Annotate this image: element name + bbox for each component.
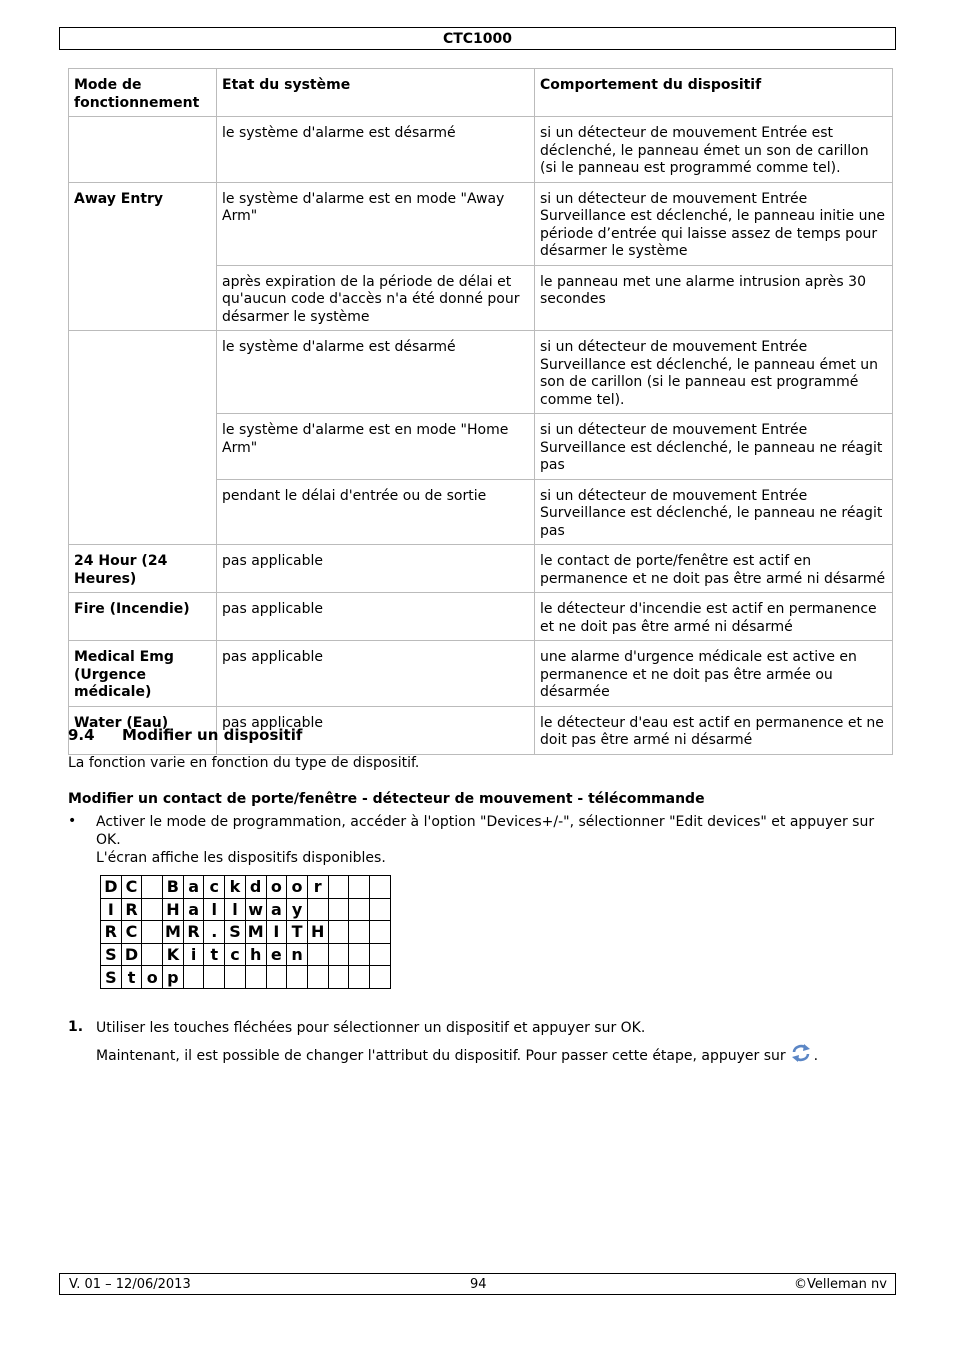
table-row — [69, 331, 893, 414]
lcd-cell: d — [245, 876, 266, 899]
mode-cell: Water (Eau) — [69, 706, 217, 754]
lcd-row — [101, 943, 391, 966]
lcd-cell: n — [287, 943, 308, 966]
lcd-cell — [328, 876, 349, 899]
lcd-cell: i — [183, 943, 204, 966]
section-intro: La fonction varie en fonction du type de dispositif. — [68, 755, 420, 771]
lcd-cell: o — [266, 876, 287, 899]
lcd-cell — [225, 966, 246, 989]
lcd-cell — [349, 943, 370, 966]
lcd-cell: C — [121, 921, 142, 944]
lcd-cell: a — [183, 898, 204, 921]
lcd-cell — [349, 921, 370, 944]
mode-cell: Away Entry — [69, 182, 217, 331]
lcd-cell: r — [307, 876, 328, 899]
behavior-cell: si un détecteur de mouvement Entrée Surveillance est déclenché, le panneau ne réagit pas — [535, 414, 893, 480]
table-row — [69, 182, 893, 265]
lcd-cell — [142, 921, 163, 944]
lcd-cell: k — [225, 876, 246, 899]
section-number: 9.4 — [68, 726, 95, 744]
lcd-cell — [369, 876, 390, 899]
table-header-row — [69, 69, 893, 117]
lcd-cell: l — [225, 898, 246, 921]
lcd-cell: M — [245, 921, 266, 944]
page-header: CTC1000 — [59, 27, 896, 50]
state-cell: le système d'alarme est en mode "Home Arm" — [217, 414, 535, 480]
table-row — [69, 545, 893, 593]
state-cell: pas applicable — [217, 706, 535, 754]
lcd-cell: B — [163, 876, 184, 899]
lcd-cell — [369, 943, 390, 966]
lcd-cell: H — [163, 898, 184, 921]
lcd-cell — [245, 966, 266, 989]
lcd-cell — [369, 921, 390, 944]
page-footer — [59, 1273, 896, 1295]
behavior-cell: le détecteur d'eau est actif en permanence et ne doit pas être armé ni désarmé — [535, 706, 893, 754]
lcd-cell: K — [163, 943, 184, 966]
lcd-cell — [307, 966, 328, 989]
lcd-cell: R — [101, 921, 122, 944]
lcd-row — [101, 898, 391, 921]
lcd-cell: T — [287, 921, 308, 944]
lcd-cell — [307, 943, 328, 966]
lcd-row — [101, 966, 391, 989]
subheading: Modifier un contact de porte/fenêtre - détecteur de mouvement - télécommande — [68, 791, 705, 807]
lcd-cell: p — [163, 966, 184, 989]
lcd-cell: R — [183, 921, 204, 944]
behavior-cell: une alarme d'urgence médicale est active en permanence et ne doit pas être armée ou désarmée — [535, 641, 893, 707]
lcd-cell: w — [245, 898, 266, 921]
behavior-cell: si un détecteur de mouvement Entrée Surveillance est déclenché, le panneau initie une période d’entrée qui laisse assez de temps pour désarmer le système — [535, 182, 893, 265]
lcd-display-grid — [100, 875, 391, 989]
lcd-cell — [369, 898, 390, 921]
lcd-cell: S — [101, 966, 122, 989]
lcd-cell: S — [101, 943, 122, 966]
lcd-cell: a — [266, 898, 287, 921]
lcd-cell — [204, 966, 225, 989]
state-cell: pas applicable — [217, 545, 535, 593]
step-text-before-icon: Maintenant, il est possible de changer l'attribut du dispositif. Pour passer cette étape, appuyer sur — [96, 1048, 786, 1064]
state-cell: pas applicable — [217, 641, 535, 707]
lcd-cell — [142, 876, 163, 899]
mode-cell — [69, 117, 217, 183]
lcd-cell — [369, 966, 390, 989]
table-row — [69, 641, 893, 707]
lcd-cell — [349, 898, 370, 921]
footer-page-number: 94 — [470, 1277, 487, 1292]
refresh-icon — [790, 1044, 812, 1066]
lcd-cell: c — [225, 943, 246, 966]
bullet-marker: • — [68, 813, 77, 829]
lcd-cell — [266, 966, 287, 989]
lcd-cell: H — [307, 921, 328, 944]
mode-cell: Medical Emg (Urgence médicale) — [69, 641, 217, 707]
state-cell: pas applicable — [217, 593, 535, 641]
lcd-cell: l — [204, 898, 225, 921]
lcd-cell: S — [225, 921, 246, 944]
mode-cell: Fire (Incendie) — [69, 593, 217, 641]
step-text-continued — [96, 1044, 818, 1066]
lcd-cell: C — [121, 876, 142, 899]
lcd-cell: c — [204, 876, 225, 899]
lcd-cell: I — [101, 898, 122, 921]
lcd-cell: a — [183, 876, 204, 899]
lcd-cell — [349, 876, 370, 899]
lcd-cell: R — [121, 898, 142, 921]
behavior-cell: si un détecteur de mouvement Entrée Surveillance est déclenché, le panneau ne réagit pas — [535, 479, 893, 545]
lcd-cell: I — [266, 921, 287, 944]
bullet-line: L'écran affiche les dispositifs disponibles. — [96, 850, 386, 866]
lcd-cell — [142, 898, 163, 921]
lcd-cell: . — [204, 921, 225, 944]
device-behavior-table — [68, 68, 893, 755]
state-cell: le système d'alarme est désarmé — [217, 117, 535, 183]
lcd-cell: y — [287, 898, 308, 921]
table-header-cell: Mode de fonctionnement — [69, 69, 217, 117]
lcd-cell: M — [163, 921, 184, 944]
mode-cell — [69, 331, 217, 545]
footer-copyright: ©Velleman nv — [793, 1277, 887, 1292]
lcd-cell — [328, 966, 349, 989]
state-cell: pendant le délai d'entrée ou de sortie — [217, 479, 535, 545]
lcd-cell — [328, 943, 349, 966]
lcd-cell: e — [266, 943, 287, 966]
lcd-cell — [142, 943, 163, 966]
lcd-cell — [287, 966, 308, 989]
step-number: 1. — [68, 1019, 84, 1035]
lcd-cell: D — [101, 876, 122, 899]
behavior-cell: le panneau met une alarme intrusion après 30 secondes — [535, 265, 893, 331]
lcd-row — [101, 921, 391, 944]
mode-cell: 24 Hour (24 Heures) — [69, 545, 217, 593]
state-cell: après expiration de la période de délai et qu'aucun code d'accès n'a été donné pour désarmer le système — [217, 265, 535, 331]
table-row — [69, 117, 893, 183]
lcd-cell: t — [121, 966, 142, 989]
step-text-after-icon: . — [813, 1048, 819, 1064]
lcd-cell — [307, 898, 328, 921]
lcd-cell — [328, 921, 349, 944]
step-text: Utiliser les touches fléchées pour sélectionner un dispositif et appuyer sur OK. — [96, 1020, 646, 1036]
bullet-item — [96, 813, 891, 867]
table-header-cell: Etat du système — [217, 69, 535, 117]
section-title: Modifier un dispositif — [122, 726, 303, 744]
lcd-cell — [183, 966, 204, 989]
lcd-row — [101, 876, 391, 899]
state-cell: le système d'alarme est en mode "Away Arm" — [217, 182, 535, 265]
table-header-cell: Comportement du dispositif — [535, 69, 893, 117]
lcd-cell: t — [204, 943, 225, 966]
lcd-cell: D — [121, 943, 142, 966]
table-row — [69, 593, 893, 641]
lcd-cell: o — [287, 876, 308, 899]
lcd-cell — [328, 898, 349, 921]
lcd-cell — [349, 966, 370, 989]
state-cell: le système d'alarme est désarmé — [217, 331, 535, 414]
footer-version: V. 01 – 12/06/2013 — [69, 1277, 191, 1292]
behavior-cell: le détecteur d'incendie est actif en permanence et ne doit pas être armé ni désarmé — [535, 593, 893, 641]
behavior-cell: si un détecteur de mouvement Entrée est déclenché, le panneau émet un son de carillon (si le panneau est programmé comme tel). — [535, 117, 893, 183]
section-heading — [68, 726, 302, 744]
lcd-cell: h — [245, 943, 266, 966]
behavior-cell: si un détecteur de mouvement Entrée Surveillance est déclenché, le panneau émet un son de carillon (si le panneau est programmé comme tel). — [535, 331, 893, 414]
lcd-cell: o — [142, 966, 163, 989]
behavior-cell: le contact de porte/fenêtre est actif en permanence et ne doit pas être armé ni désarmé — [535, 545, 893, 593]
bullet-line: Activer le mode de programmation, accéder à l'option "Devices+/-", sélectionner "Edit devices" et appuyer sur OK. — [96, 814, 875, 848]
